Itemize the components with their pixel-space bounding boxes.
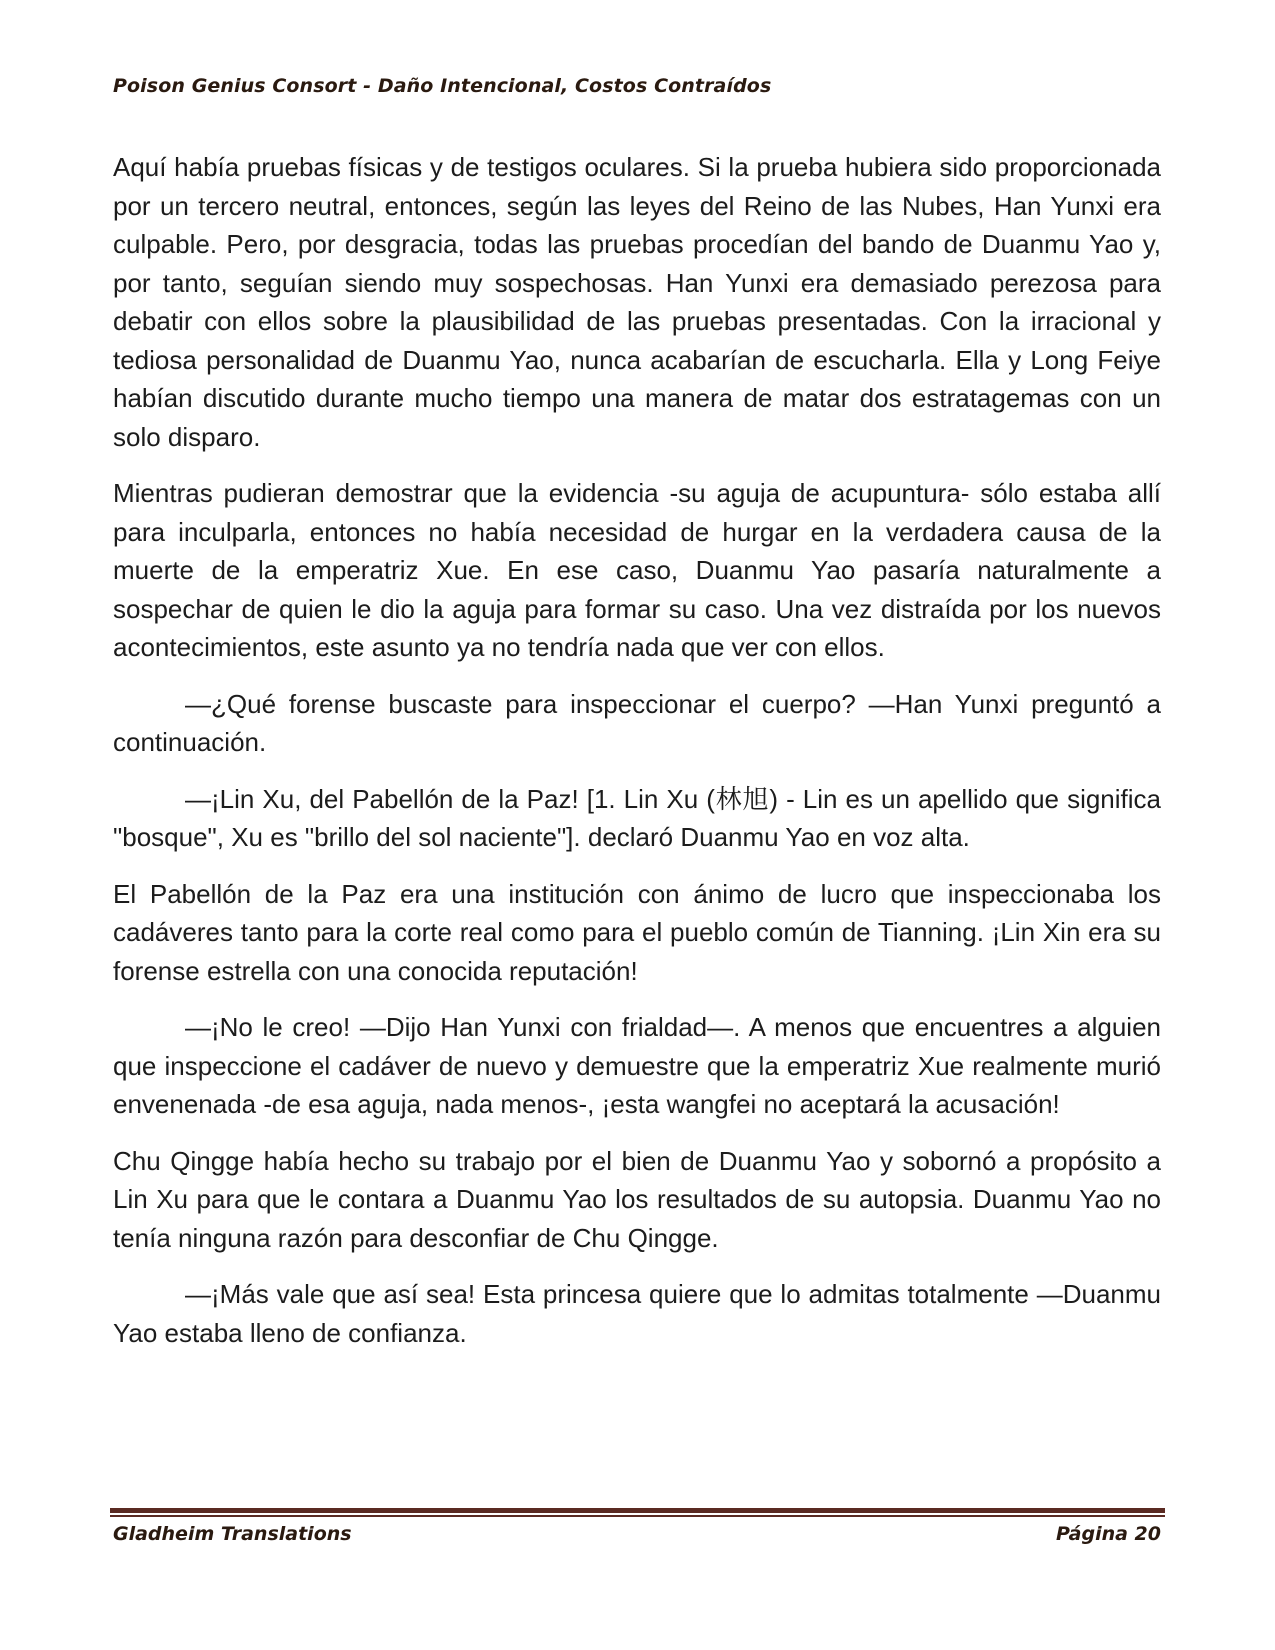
body-text bbox=[113, 148, 1161, 1370]
dialogue-paragraph: —¡Lin Xu, del Pabellón de la Paz! [1. Lin Xu (林旭) - Lin es un apellido que significa "bosque", Xu es "brillo del sol naciente"]. declaró Duanmu Yao en voz alta. bbox=[113, 783, 1161, 852]
paragraph: Chu Qingge había hecho su trabajo por el bien de Duanmu Yao y sobornó a propósito a Lin Xu para que le contara a Duanmu Yao los resultados de su autopsia. Duanmu Yao no tenía ninguna razón para desconfiar de Chu Qingge. bbox=[113, 1145, 1161, 1253]
dialogue-paragraph: —¡Más vale que así sea! Esta princesa quiere que lo admitas totalmente —Duanmu Yao estaba lleno de confianza. bbox=[113, 1279, 1161, 1348]
paragraph: Mientras pudieran demostrar que la evidencia -su aguja de acupuntura- sólo estaba allí para inculparla, entonces no había necesidad de hurgar en la verdadera causa de la muerte de la emperatriz Xue. En ese caso, Duanmu Yao pasaría naturalmente a sospechar de quien le dio la aguja para formar su caso. Una vez distraída por los nuevos acontecimientos, este asunto ya no tendría nada que ver con ellos. bbox=[113, 478, 1161, 662]
footer-rule-thick bbox=[110, 1508, 1165, 1513]
footer-rule bbox=[110, 1508, 1165, 1517]
dialogue-paragraph: —¡No le creo! —Dijo Han Yunxi con frialdad—. A menos que encuentres a alguien que inspeccione el cadáver de nuevo y demuestre que la emperatriz Xue realmente murió envenenada -de esa aguja, nada menos-, ¡esta wangfei no aceptará la acusación! bbox=[113, 1012, 1161, 1119]
document-page bbox=[113, 0, 1161, 1650]
running-header: Poison Genius Consort - Daño Intencional, Costos Contraídos bbox=[113, 75, 772, 97]
paragraph: Aquí había pruebas físicas y de testigos oculares. Si la prueba hubiera sido proporcionada por un tercero neutral, entonces, según las leyes del Reino de las Nubes, Han Yunxi era culpable. Pero, por desgracia, todas las pruebas procedían del bando de Duanmu Yao y, por tanto, seguían siendo muy sospechosas. Han Yunxi era demasiado perezosa para debatir con ellos sobre la plausibilidad de las pruebas presentadas. Con la irracional y tediosa personalidad de Duanmu Yao, nunca acabarían de escucharla. Ella y Long Feiye habían discutido durante mucho tiempo una manera de matar dos estratagemas con un solo disparo. bbox=[113, 152, 1161, 452]
footer-page-number: Página 20 bbox=[1055, 1523, 1161, 1545]
paragraph: El Pabellón de la Paz era una institución con ánimo de lucro que inspeccionaba los cadáveres tanto para la corte real como para el pueblo común de Tianning. ¡Lin Xin era su forense estrella con una conocida reputación! bbox=[113, 878, 1161, 986]
dialogue-paragraph: —¿Qué forense buscaste para inspeccionar el cuerpo? —Han Yunxi preguntó a continuación. bbox=[113, 688, 1161, 757]
footer-publisher: Gladheim Translations bbox=[113, 1523, 352, 1545]
footer-rule-thin bbox=[110, 1515, 1165, 1517]
